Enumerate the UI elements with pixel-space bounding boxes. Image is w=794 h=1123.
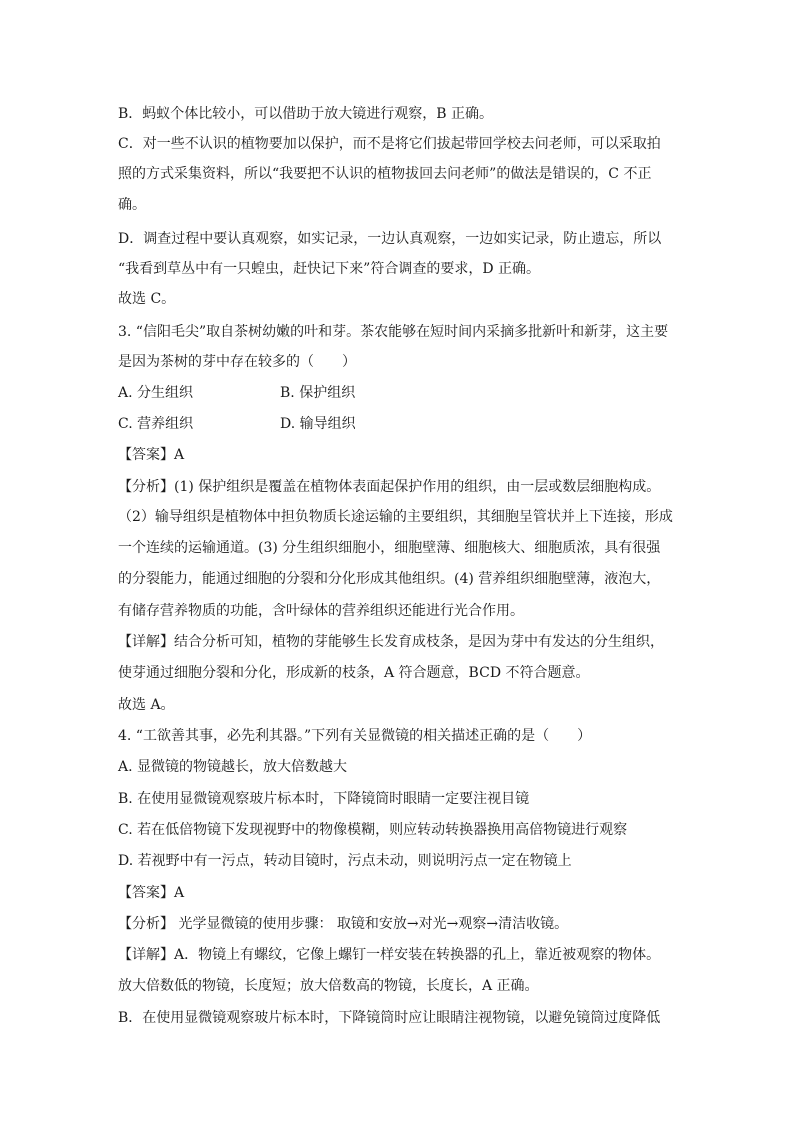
question-4-stem: 4. “工欲善其事，必先利其器。”下列有关显微镜的相关描述正确的是（ ）	[118, 728, 592, 744]
text-line: B．蚂蚁个体比较小，可以借助于放大镜进行观察，B 正确。	[118, 106, 494, 122]
analysis-line: 【分析】(1) 保护组织是覆盖在植物体表面起保护作用的组织，由一层或数层细胞构成。	[118, 479, 661, 495]
question-3-stem: 是因为茶树的芽中存在较多的（ ）	[118, 354, 356, 370]
analysis-line: 有储存营养物质的功能，含叶绿体的营养组织还能进行光合作用。	[118, 603, 524, 619]
analysis-line: 的分裂能力，能通过细胞的分裂和分化形成其他组织。(4) 营养组织细胞壁薄，液泡大，	[118, 571, 661, 587]
analysis-line: 【分析】 光学显微镜的使用步骤： 取镜和安放→对光→观察→清洁收镜。	[118, 916, 569, 932]
option-c: C. 营养组织	[118, 416, 194, 432]
text-line: 故选 A。	[118, 697, 175, 713]
explanation-line: 放大倍数低的物镜，长度短；放大倍数高的物镜，长度长，A 正确。	[118, 978, 539, 994]
question-3-stem: 3. “信阳毛尖”取自茶树幼嫩的叶和芽。茶农能够在短时间内采摘多批新叶和新芽，这主要	[118, 324, 669, 340]
explanation-line: 使芽通过细胞分裂和分化，形成新的枝条，A 符合题意，BCD 不符合题意。	[118, 665, 590, 681]
answer-line: 【答案】A	[118, 447, 185, 463]
text-line: C．对一些不认识的植物要加以保护，而不是将它们拔起带回学校去问老师，可以采取拍	[118, 136, 661, 152]
option-a: A. 显微镜的物镜越长，放大倍数越大	[118, 759, 348, 775]
option-c: C. 若在低倍物镜下发现视野中的物像模糊，则应转动转换器换用高倍物镜进行观察	[118, 822, 628, 838]
text-line: 照的方式采集资料，所以“我要把不认识的植物拔回去问老师”的做法是错误的，C 不正	[118, 166, 652, 182]
option-d: D. 若视野中有一污点，转动目镜时，污点未动，则说明污点一定在物镜上	[118, 853, 572, 869]
option-d: D. 输导组织	[280, 416, 356, 432]
explanation-line: 【详解】结合分析可知，植物的芽能够生长发育成枝条，是因为芽中有发达的分生组织，	[118, 634, 664, 650]
option-b: B. 保护组织	[280, 385, 356, 401]
explanation-line: B．在使用显微镜观察玻片标本时，下降镜筒时应让眼睛注视物镜，以避免镜筒过度降低	[118, 1010, 661, 1026]
analysis-line: 一个连续的运输通道。(3) 分生组织细胞小，细胞壁薄、细胞核大、细胞质浓，具有很强	[118, 540, 661, 556]
option-b: B. 在使用显微镜观察玻片标本时，下降镜筒时眼睛一定要注视目镜	[118, 791, 530, 807]
answer-line: 【答案】A	[118, 885, 185, 901]
text-line: 确。	[118, 197, 146, 213]
text-line: “我看到草丛中有一只蝗虫，赶快记下来”符合调查的要求，D 正确。	[118, 261, 540, 277]
text-line: D．调查过程中要认真观察，如实记录，一边认真观察，一边如实记录，防止遗忘，所以	[118, 231, 662, 247]
explanation-line: 【详解】A．物镜上有螺纹，它像上螺钉一样安装在转换器的孔上，靠近被观察的物体。	[118, 947, 661, 963]
option-a: A. 分生组织	[118, 385, 194, 401]
analysis-line: （2）输导组织是植物体中担负物质长途运输的主要组织，其细胞呈管状并上下连接，形成	[118, 509, 673, 525]
text-line: 故选 C。	[118, 291, 176, 307]
